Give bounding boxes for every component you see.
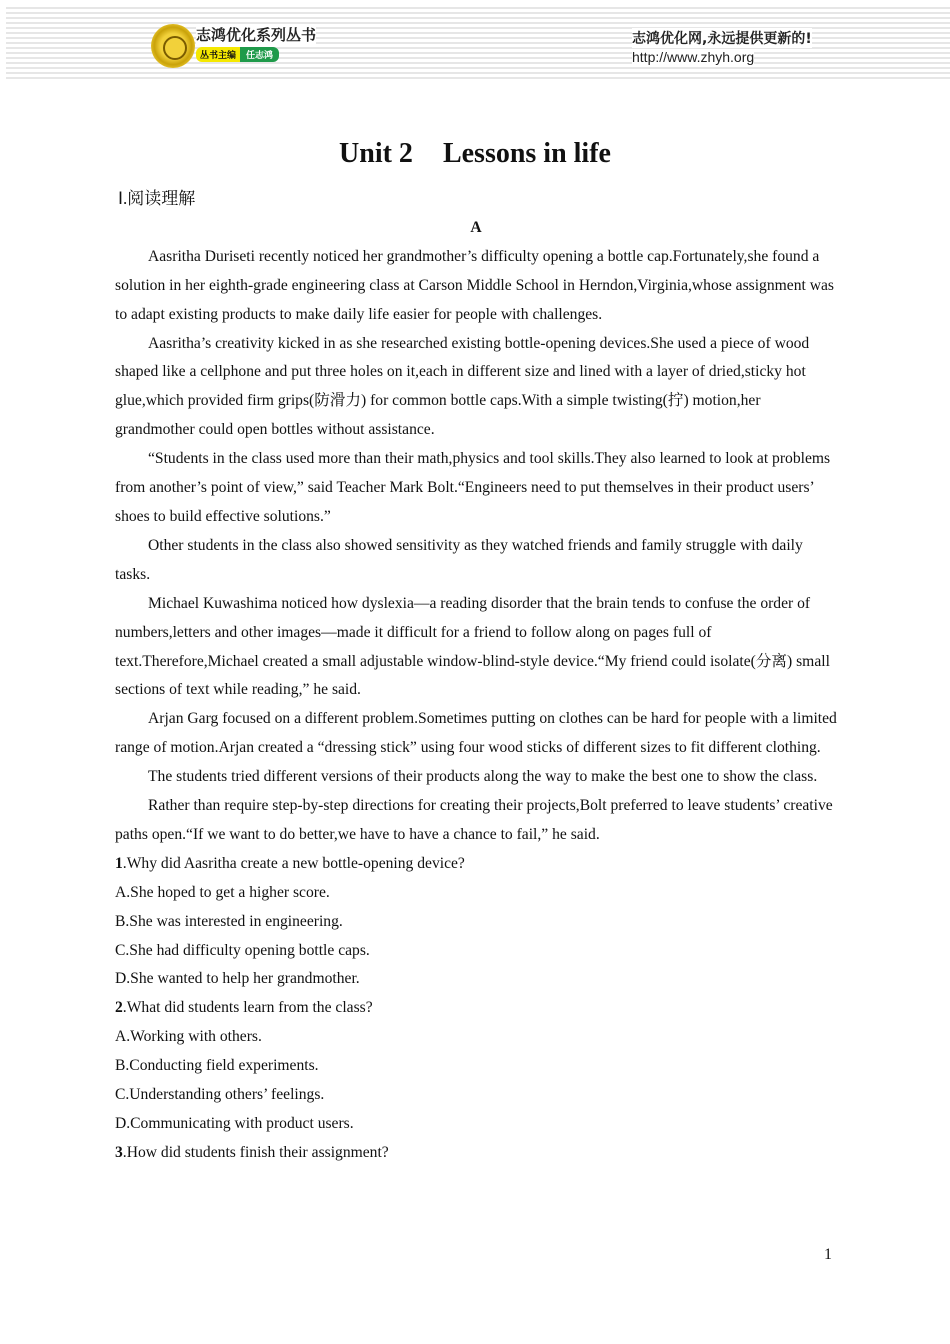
answer-option: D.Communicating with product users. bbox=[115, 1115, 354, 1132]
question-text: .Why did Aasritha create a new bottle-opening device? bbox=[122, 854, 465, 872]
paragraph: The students tried different versions of their products along the way to make the best one to show the class. bbox=[148, 768, 818, 786]
slogan: 志鸿优化网,永远提供更新的! bbox=[632, 28, 812, 48]
paragraph: Michael Kuwashima noticed how dyslexia—a reading disorder that the brain tends to confuse the order of numbers,letters and other images—made it difficult for a friend to follow along on pages full of text.Therefore,Michael created a small adjustable window-blind-style device.“My friend could isolate(分离) small sections of text while reading,” he said. bbox=[115, 594, 830, 699]
paragraph: Aasritha Duriseti recently noticed her grandmother’s difficulty opening a bottle cap.Fortunately,she found a solution in her eighth-grade engineering class at Carson Middle School in Herndon,Virginia,whose assignment was to adapt existing products to make daily life easier for people with challenges. bbox=[115, 247, 834, 323]
question bbox=[115, 850, 837, 879]
paragraph: Rather than require step-by-step directions for creating their projects,Bolt preferred to leave students’ creative paths open.“If we want to do better,we have to have a chance to fail,” he said. bbox=[115, 797, 833, 843]
paragraph: Aasritha’s creativity kicked in as she researched existing bottle-opening devices.She used a piece of wood shaped like a cellphone and put three holes on it,each in different size and lined with a layer of dried,sticky hot glue,which provided firm grips(防滑力) for common bottle caps.With a simple twisting(拧) motion,her grandmother could open bottles without assistance. bbox=[115, 334, 810, 439]
brand-name: 志鸿优化系列丛书 bbox=[196, 26, 317, 44]
question-number: 1 bbox=[115, 854, 123, 872]
question bbox=[115, 1139, 837, 1168]
unit-name: Lessons in life bbox=[442, 138, 611, 169]
question bbox=[115, 994, 837, 1023]
questions bbox=[115, 850, 837, 1168]
paragraph: “Students in the class used more than their math,physics and tool skills.They also learned to look at problems from another’s point of view,” said Teacher Mark Bolt.“Engineers need to put themselves in their product users’ shoes to build effective solutions.” bbox=[115, 450, 831, 525]
passage bbox=[115, 243, 837, 850]
header-url: http://www.zhyh.org bbox=[632, 49, 755, 65]
paragraph: Other students in the class also showed sensitivity as they watched friends and family struggle with daily tasks. bbox=[115, 536, 803, 583]
answer-option: A.Working with others. bbox=[115, 1028, 262, 1046]
answer-option: B.Conducting field experiments. bbox=[115, 1057, 319, 1075]
question-text: .How did students finish their assignment? bbox=[122, 1143, 389, 1161]
answer-option: A.She hoped to get a higher score. bbox=[115, 883, 330, 901]
question-number: 2 bbox=[115, 999, 123, 1017]
unit-number: Unit 2 bbox=[339, 138, 413, 169]
page-number: 1 bbox=[824, 1246, 832, 1263]
answer-option: B.She was interested in engineering. bbox=[115, 912, 343, 930]
tag-left: 丛书主编 bbox=[196, 47, 240, 62]
document-body bbox=[115, 185, 837, 1168]
logo-emblem-icon bbox=[151, 24, 195, 68]
question-text: .What did students learn from the class? bbox=[122, 999, 373, 1017]
question-number: 3 bbox=[115, 1143, 123, 1161]
answer-option: D.She wanted to help her grandmother. bbox=[115, 970, 360, 988]
editor-tag bbox=[196, 47, 279, 62]
paragraph: Arjan Garg focused on a different problem.Sometimes putting on clothes can be hard for people with a limited range of motion.Arjan created a “dressing stick” using four wood sticks of different sizes to fit different clothing. bbox=[115, 710, 837, 757]
page-title bbox=[0, 138, 950, 170]
section-heading: Ⅰ.阅读理解 bbox=[118, 189, 196, 208]
tag-right: 任志鸿 bbox=[240, 47, 279, 62]
answer-option: C.She had difficulty opening bottle caps. bbox=[115, 941, 370, 959]
answer-option: C.Understanding others’ feelings. bbox=[115, 1086, 325, 1104]
passage-label: A bbox=[470, 218, 482, 236]
